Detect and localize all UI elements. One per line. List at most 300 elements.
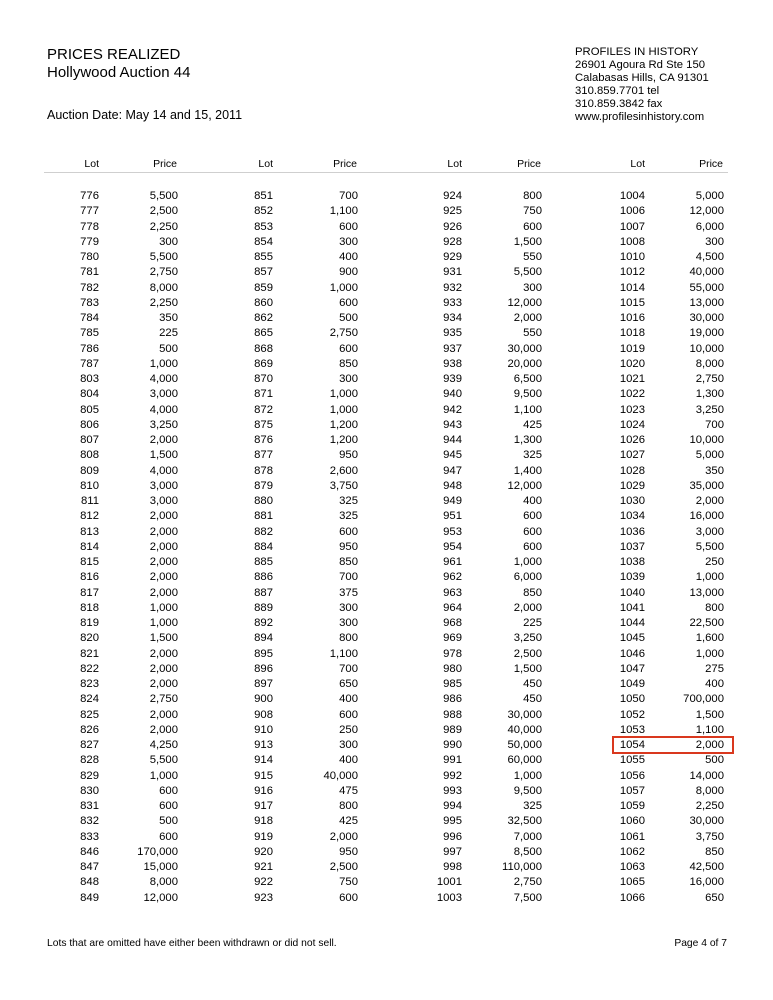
lot-price: 750 <box>339 876 358 889</box>
lot-price: 40,000 <box>323 769 358 782</box>
lot-price: 15,000 <box>143 861 178 873</box>
lot-number: 963 <box>443 586 462 599</box>
lot-number: 939 <box>443 373 462 385</box>
lot-number: 876 <box>254 434 273 446</box>
lot-number: 918 <box>254 815 273 828</box>
lot-price: 850 <box>339 556 358 568</box>
lot-number: 847 <box>80 861 99 873</box>
lot-number: 818 <box>80 601 99 614</box>
table-row <box>0 571 773 586</box>
lot-number: 875 <box>254 418 273 431</box>
lot-price: 5,500 <box>149 251 178 263</box>
lot-price: 9,500 <box>513 388 542 401</box>
lot-price: 42,500 <box>689 861 724 873</box>
lot-price: 250 <box>339 723 358 736</box>
lot-price: 600 <box>159 800 178 812</box>
lot-number: 1037 <box>619 540 645 553</box>
lot-price: 1,000 <box>149 601 178 614</box>
lot-price: 600 <box>159 830 178 843</box>
table-row <box>0 221 773 236</box>
lot-price: 2,000 <box>513 312 542 324</box>
lot-number: 897 <box>254 678 273 690</box>
lot-price: 800 <box>705 601 724 614</box>
lot-number: 1061 <box>619 830 645 843</box>
lot-number: 1010 <box>619 251 645 263</box>
table-row <box>0 480 773 495</box>
lot-number: 857 <box>254 266 273 279</box>
table-row <box>0 785 773 800</box>
lot-number: 808 <box>80 449 99 462</box>
lot-price: 2,000 <box>149 723 178 736</box>
lot-number: 894 <box>254 632 273 645</box>
lot-number: 931 <box>443 266 462 279</box>
lot-price: 550 <box>523 327 542 340</box>
lot-price: 1,000 <box>149 769 178 782</box>
lot-price: 500 <box>159 815 178 828</box>
lot-number: 919 <box>254 830 273 843</box>
lot-price: 110,000 <box>502 861 542 873</box>
lot-number: 851 <box>254 190 273 202</box>
auction-name: Hollywood Auction 44 <box>47 64 191 81</box>
table-row <box>0 343 773 358</box>
lot-price: 13,000 <box>689 586 724 599</box>
lot-number: 980 <box>443 662 462 675</box>
lot-number: 988 <box>443 708 462 721</box>
lot-price: 325 <box>523 449 542 462</box>
lot-number: 1056 <box>619 769 645 782</box>
column-header-price: Price <box>153 158 177 170</box>
lot-price: 170,000 <box>137 845 178 858</box>
lot-number: 816 <box>80 571 99 584</box>
lot-price: 425 <box>339 815 358 828</box>
lot-price: 1,000 <box>513 769 542 782</box>
lot-number: 940 <box>443 388 462 401</box>
lot-price: 250 <box>705 556 724 568</box>
lot-number: 1022 <box>619 388 645 401</box>
lot-price: 2,750 <box>695 373 724 385</box>
table-row <box>0 846 773 861</box>
lot-price: 1,100 <box>329 205 358 218</box>
lot-number: 978 <box>443 647 462 660</box>
lot-number: 784 <box>80 312 99 324</box>
lot-number: 777 <box>80 205 99 218</box>
lot-price: 1,000 <box>329 281 358 294</box>
lot-price: 9,500 <box>513 784 542 797</box>
lot-price: 600 <box>339 708 358 721</box>
lot-price: 850 <box>523 586 542 599</box>
lot-price: 8,000 <box>149 281 178 294</box>
lot-price: 850 <box>339 357 358 370</box>
lot-price: 3,250 <box>149 418 178 431</box>
lot-number: 1040 <box>619 586 645 599</box>
lot-number: 1026 <box>619 434 645 446</box>
lot-price: 2,600 <box>329 464 358 477</box>
lot-price: 300 <box>339 235 358 248</box>
table-row <box>0 541 773 556</box>
lot-number: 849 <box>80 891 99 904</box>
lot-price: 2,000 <box>149 647 178 660</box>
lot-price: 3,000 <box>149 495 178 507</box>
lot-price: 750 <box>523 205 542 218</box>
lot-price: 400 <box>523 495 542 507</box>
lot-price: 30,000 <box>689 312 724 324</box>
lot-number: 820 <box>80 632 99 645</box>
lot-price: 1,000 <box>149 357 178 370</box>
lot-price: 8,000 <box>695 784 724 797</box>
company-fax: 310.859.3842 fax <box>575 98 663 110</box>
table-row <box>0 465 773 480</box>
lot-number: 805 <box>80 403 99 416</box>
lot-number: 868 <box>254 342 273 355</box>
lot-number: 884 <box>254 540 273 553</box>
lot-number: 779 <box>80 235 99 248</box>
table-row <box>0 892 773 907</box>
lot-number: 986 <box>443 693 462 706</box>
lot-price: 550 <box>523 251 542 263</box>
lot-number: 992 <box>443 769 462 782</box>
lot-number: 964 <box>443 601 462 614</box>
lot-number: 1034 <box>619 510 645 523</box>
lot-number: 862 <box>254 312 273 324</box>
lot-price: 1,000 <box>513 556 542 568</box>
lot-price: 2,000 <box>149 556 178 568</box>
lot-number: 848 <box>80 876 99 889</box>
lot-price: 300 <box>523 281 542 294</box>
lot-number: 920 <box>254 845 273 858</box>
table-row <box>0 709 773 724</box>
lot-price: 950 <box>339 449 358 462</box>
lot-price: 20,000 <box>507 357 542 370</box>
company-address-line1: 26901 Agoura Rd Ste 150 <box>575 59 706 71</box>
lot-price: 2,000 <box>695 495 724 507</box>
table-row <box>0 404 773 419</box>
lot-number: 924 <box>443 190 462 202</box>
lot-price: 325 <box>339 495 358 507</box>
lot-price: 7,000 <box>513 830 542 843</box>
company-address-line2: Calabasas Hills, CA 91301 <box>575 72 709 84</box>
lot-price: 3,000 <box>695 525 724 538</box>
lot-price: 600 <box>339 342 358 355</box>
table-row <box>0 663 773 678</box>
lot-price: 3,000 <box>149 479 178 492</box>
lot-price: 800 <box>523 190 542 202</box>
lot-number: 824 <box>80 693 99 706</box>
table-row <box>0 373 773 388</box>
lot-price: 1,000 <box>695 647 724 660</box>
lot-number: 1046 <box>619 647 645 660</box>
lot-price: 500 <box>159 342 178 355</box>
lot-number: 892 <box>254 617 273 629</box>
lot-price: 1,300 <box>513 434 542 446</box>
lot-price: 2,250 <box>149 220 178 233</box>
prices-table <box>0 190 773 907</box>
highlighted-lot-box <box>612 736 734 754</box>
lot-price: 2,000 <box>149 662 178 675</box>
lot-price: 1,400 <box>513 464 542 477</box>
lot-price: 2,500 <box>329 861 358 873</box>
lot-price: 2,000 <box>149 510 178 523</box>
lot-number: 880 <box>254 495 273 507</box>
lot-number: 933 <box>443 296 462 309</box>
lot-number: 1039 <box>619 571 645 584</box>
lot-number: 853 <box>254 220 273 233</box>
lot-price: 55,000 <box>689 281 724 294</box>
lot-number: 1038 <box>619 556 645 568</box>
lot-price: 5,000 <box>695 449 724 462</box>
lot-number: 1059 <box>619 800 645 812</box>
lot-price: 400 <box>705 678 724 690</box>
lot-number: 993 <box>443 784 462 797</box>
lot-price: 1,000 <box>149 617 178 629</box>
lot-price: 600 <box>339 891 358 904</box>
lot-price: 2,000 <box>329 830 358 843</box>
lot-price: 10,000 <box>689 342 724 355</box>
lot-price: 16,000 <box>689 510 724 523</box>
table-row <box>0 632 773 647</box>
lot-number: 860 <box>254 296 273 309</box>
lot-number: 870 <box>254 373 273 385</box>
lot-number: 934 <box>443 312 462 324</box>
lot-price: 8,500 <box>513 845 542 858</box>
lot-number: 887 <box>254 586 273 599</box>
lot-number: 935 <box>443 327 462 340</box>
lot-number: 855 <box>254 251 273 263</box>
lot-price: 10,000 <box>689 434 724 446</box>
lot-number: 828 <box>80 754 99 767</box>
lot-number: 1052 <box>619 708 645 721</box>
lot-number: 998 <box>443 861 462 873</box>
lot-price: 1,600 <box>695 632 724 645</box>
lot-number: 825 <box>80 708 99 721</box>
lot-price: 3,750 <box>695 830 724 843</box>
table-row <box>0 831 773 846</box>
lot-price: 1,100 <box>513 403 542 416</box>
lot-price: 2,000 <box>149 678 178 690</box>
lot-number: 910 <box>254 723 273 736</box>
lot-number: 823 <box>80 678 99 690</box>
lot-price: 5,500 <box>149 754 178 767</box>
lot-number: 812 <box>80 510 99 523</box>
lot-price: 1,500 <box>149 632 178 645</box>
lot-price: 1,000 <box>695 571 724 584</box>
lot-price: 2,000 <box>149 571 178 584</box>
lot-price: 4,000 <box>149 464 178 477</box>
lot-number: 776 <box>80 190 99 202</box>
lot-number: 1027 <box>619 449 645 462</box>
lot-price: 6,000 <box>695 220 724 233</box>
table-row <box>0 266 773 281</box>
lot-number: 832 <box>80 815 99 828</box>
lot-price: 500 <box>705 754 724 767</box>
table-row <box>0 327 773 342</box>
company-phone: 310.859.7701 tel <box>575 85 660 97</box>
lot-number: 953 <box>443 525 462 538</box>
lot-number: 811 <box>80 495 99 507</box>
lot-number: 1015 <box>619 296 645 309</box>
table-row <box>0 754 773 769</box>
lot-price: 1,300 <box>695 388 724 401</box>
lot-price: 12,000 <box>507 479 542 492</box>
lot-number: 945 <box>443 449 462 462</box>
table-row <box>0 419 773 434</box>
lot-number: 948 <box>443 479 462 492</box>
lot-number: 954 <box>443 540 462 553</box>
table-row <box>0 495 773 510</box>
lot-number: 785 <box>80 327 99 340</box>
lot-price: 325 <box>523 800 542 812</box>
table-row <box>0 282 773 297</box>
lot-price: 1,200 <box>329 434 358 446</box>
lot-number: 822 <box>80 662 99 675</box>
lot-price: 375 <box>339 586 358 599</box>
lot-number: 813 <box>80 525 99 538</box>
lot-price: 950 <box>339 845 358 858</box>
lot-number: 803 <box>80 373 99 385</box>
lot-number: 922 <box>254 876 273 889</box>
lot-number: 914 <box>254 754 273 767</box>
lot-price: 950 <box>339 540 358 553</box>
lot-number: 1044 <box>619 617 645 629</box>
lot-number: 900 <box>254 693 273 706</box>
lot-price: 5,000 <box>695 190 724 202</box>
lot-number: 781 <box>80 266 99 279</box>
table-row <box>0 236 773 251</box>
lot-number: 908 <box>254 708 273 721</box>
lot-price: 500 <box>339 312 358 324</box>
lot-number: 949 <box>443 495 462 507</box>
lot-number: 859 <box>254 281 273 294</box>
lot-price: 600 <box>339 220 358 233</box>
lot-number: 833 <box>80 830 99 843</box>
lot-price: 5,500 <box>695 540 724 553</box>
company-website: www.profilesinhistory.com <box>575 111 705 123</box>
column-header-price: Price <box>699 158 723 170</box>
footer-note: Lots that are omitted have either been withdrawn or did not sell. <box>47 938 337 949</box>
table-row <box>0 815 773 830</box>
lot-number: 1036 <box>619 525 645 538</box>
lot-price: 600 <box>339 525 358 538</box>
lot-number: 1012 <box>619 266 645 279</box>
lot-number: 994 <box>443 800 462 812</box>
lot-number: 1007 <box>619 220 645 233</box>
lot-price: 300 <box>339 373 358 385</box>
lot-number: 896 <box>254 662 273 675</box>
lot-number: 804 <box>80 388 99 401</box>
lot-price: 3,250 <box>513 632 542 645</box>
lot-number: 928 <box>443 235 462 248</box>
column-header-lot: Lot <box>84 158 99 170</box>
lot-number: 921 <box>254 861 273 873</box>
lot-price: 1,500 <box>149 449 178 462</box>
lot-number: 831 <box>80 800 99 812</box>
lot-price: 3,750 <box>329 479 358 492</box>
lot-price: 30,000 <box>689 815 724 828</box>
lot-number: 780 <box>80 251 99 263</box>
lot-price: 800 <box>339 632 358 645</box>
title-block <box>47 46 190 82</box>
lot-price: 2,000 <box>149 540 178 553</box>
lot-price: 2,250 <box>149 296 178 309</box>
lot-number: 1003 <box>436 891 462 904</box>
lot-number: 885 <box>254 556 273 568</box>
lot-number: 1019 <box>619 342 645 355</box>
lot-number: 1057 <box>619 784 645 797</box>
lot-price: 5,500 <box>513 266 542 279</box>
table-row <box>0 861 773 876</box>
lot-number: 944 <box>443 434 462 446</box>
lot-price: 650 <box>705 891 724 904</box>
company-name: PROFILES IN HISTORY <box>575 46 699 58</box>
lot-price: 4,250 <box>149 739 178 751</box>
lot-number: 1050 <box>619 693 645 706</box>
lot-number: 1060 <box>619 815 645 828</box>
lot-number: 938 <box>443 357 462 370</box>
lot-number: 1028 <box>619 464 645 477</box>
lot-number: 923 <box>254 891 273 904</box>
lot-price: 300 <box>705 235 724 248</box>
table-row <box>0 312 773 327</box>
lot-price: 600 <box>159 784 178 797</box>
table-row <box>0 251 773 266</box>
lot-number: 985 <box>443 678 462 690</box>
lot-price: 2,750 <box>513 876 542 889</box>
lot-price: 1,000 <box>329 388 358 401</box>
lot-price: 600 <box>523 510 542 523</box>
page-number: Page 4 of 7 <box>674 938 727 949</box>
table-row <box>0 510 773 525</box>
column-header-price: Price <box>333 158 357 170</box>
lot-price: 8,000 <box>695 357 724 370</box>
lot-price: 8,000 <box>149 876 178 889</box>
lot-price: 2,500 <box>149 205 178 218</box>
lot-number: 826 <box>80 723 99 736</box>
lot-price: 2,000 <box>149 525 178 538</box>
lot-price: 2,750 <box>329 327 358 340</box>
lot-price: 2,000 <box>149 586 178 599</box>
lot-number: 1055 <box>619 754 645 767</box>
lot-price: 700 <box>339 571 358 584</box>
lot-number: 937 <box>443 342 462 355</box>
lot-price: 325 <box>339 510 358 523</box>
lot-price: 13,000 <box>689 296 724 309</box>
lot-price: 300 <box>159 235 178 248</box>
lot-number: 830 <box>80 784 99 797</box>
lot-price: 5,500 <box>149 190 178 202</box>
lot-price: 1,100 <box>329 647 358 660</box>
lot-number: 968 <box>443 617 462 629</box>
lot-price: 1,200 <box>329 418 358 431</box>
lot-number: 810 <box>80 479 99 492</box>
lot-number: 996 <box>443 830 462 843</box>
lot-price: 2,250 <box>695 800 724 812</box>
column-header-lot: Lot <box>630 158 645 170</box>
lot-number: 881 <box>254 510 273 523</box>
lot-price: 19,000 <box>689 327 724 340</box>
lot-price: 275 <box>705 662 724 675</box>
lot-number: 913 <box>254 739 273 751</box>
table-row <box>0 190 773 205</box>
lot-number: 926 <box>443 220 462 233</box>
lot-price: 300 <box>339 617 358 629</box>
lot-price: 2,000 <box>513 601 542 614</box>
lot-number: 916 <box>254 784 273 797</box>
lot-price: 2,750 <box>149 266 178 279</box>
table-row <box>0 526 773 541</box>
lot-number: 809 <box>80 464 99 477</box>
lot-price: 400 <box>339 754 358 767</box>
lot-number: 915 <box>254 769 273 782</box>
lot-number: 1018 <box>619 327 645 340</box>
